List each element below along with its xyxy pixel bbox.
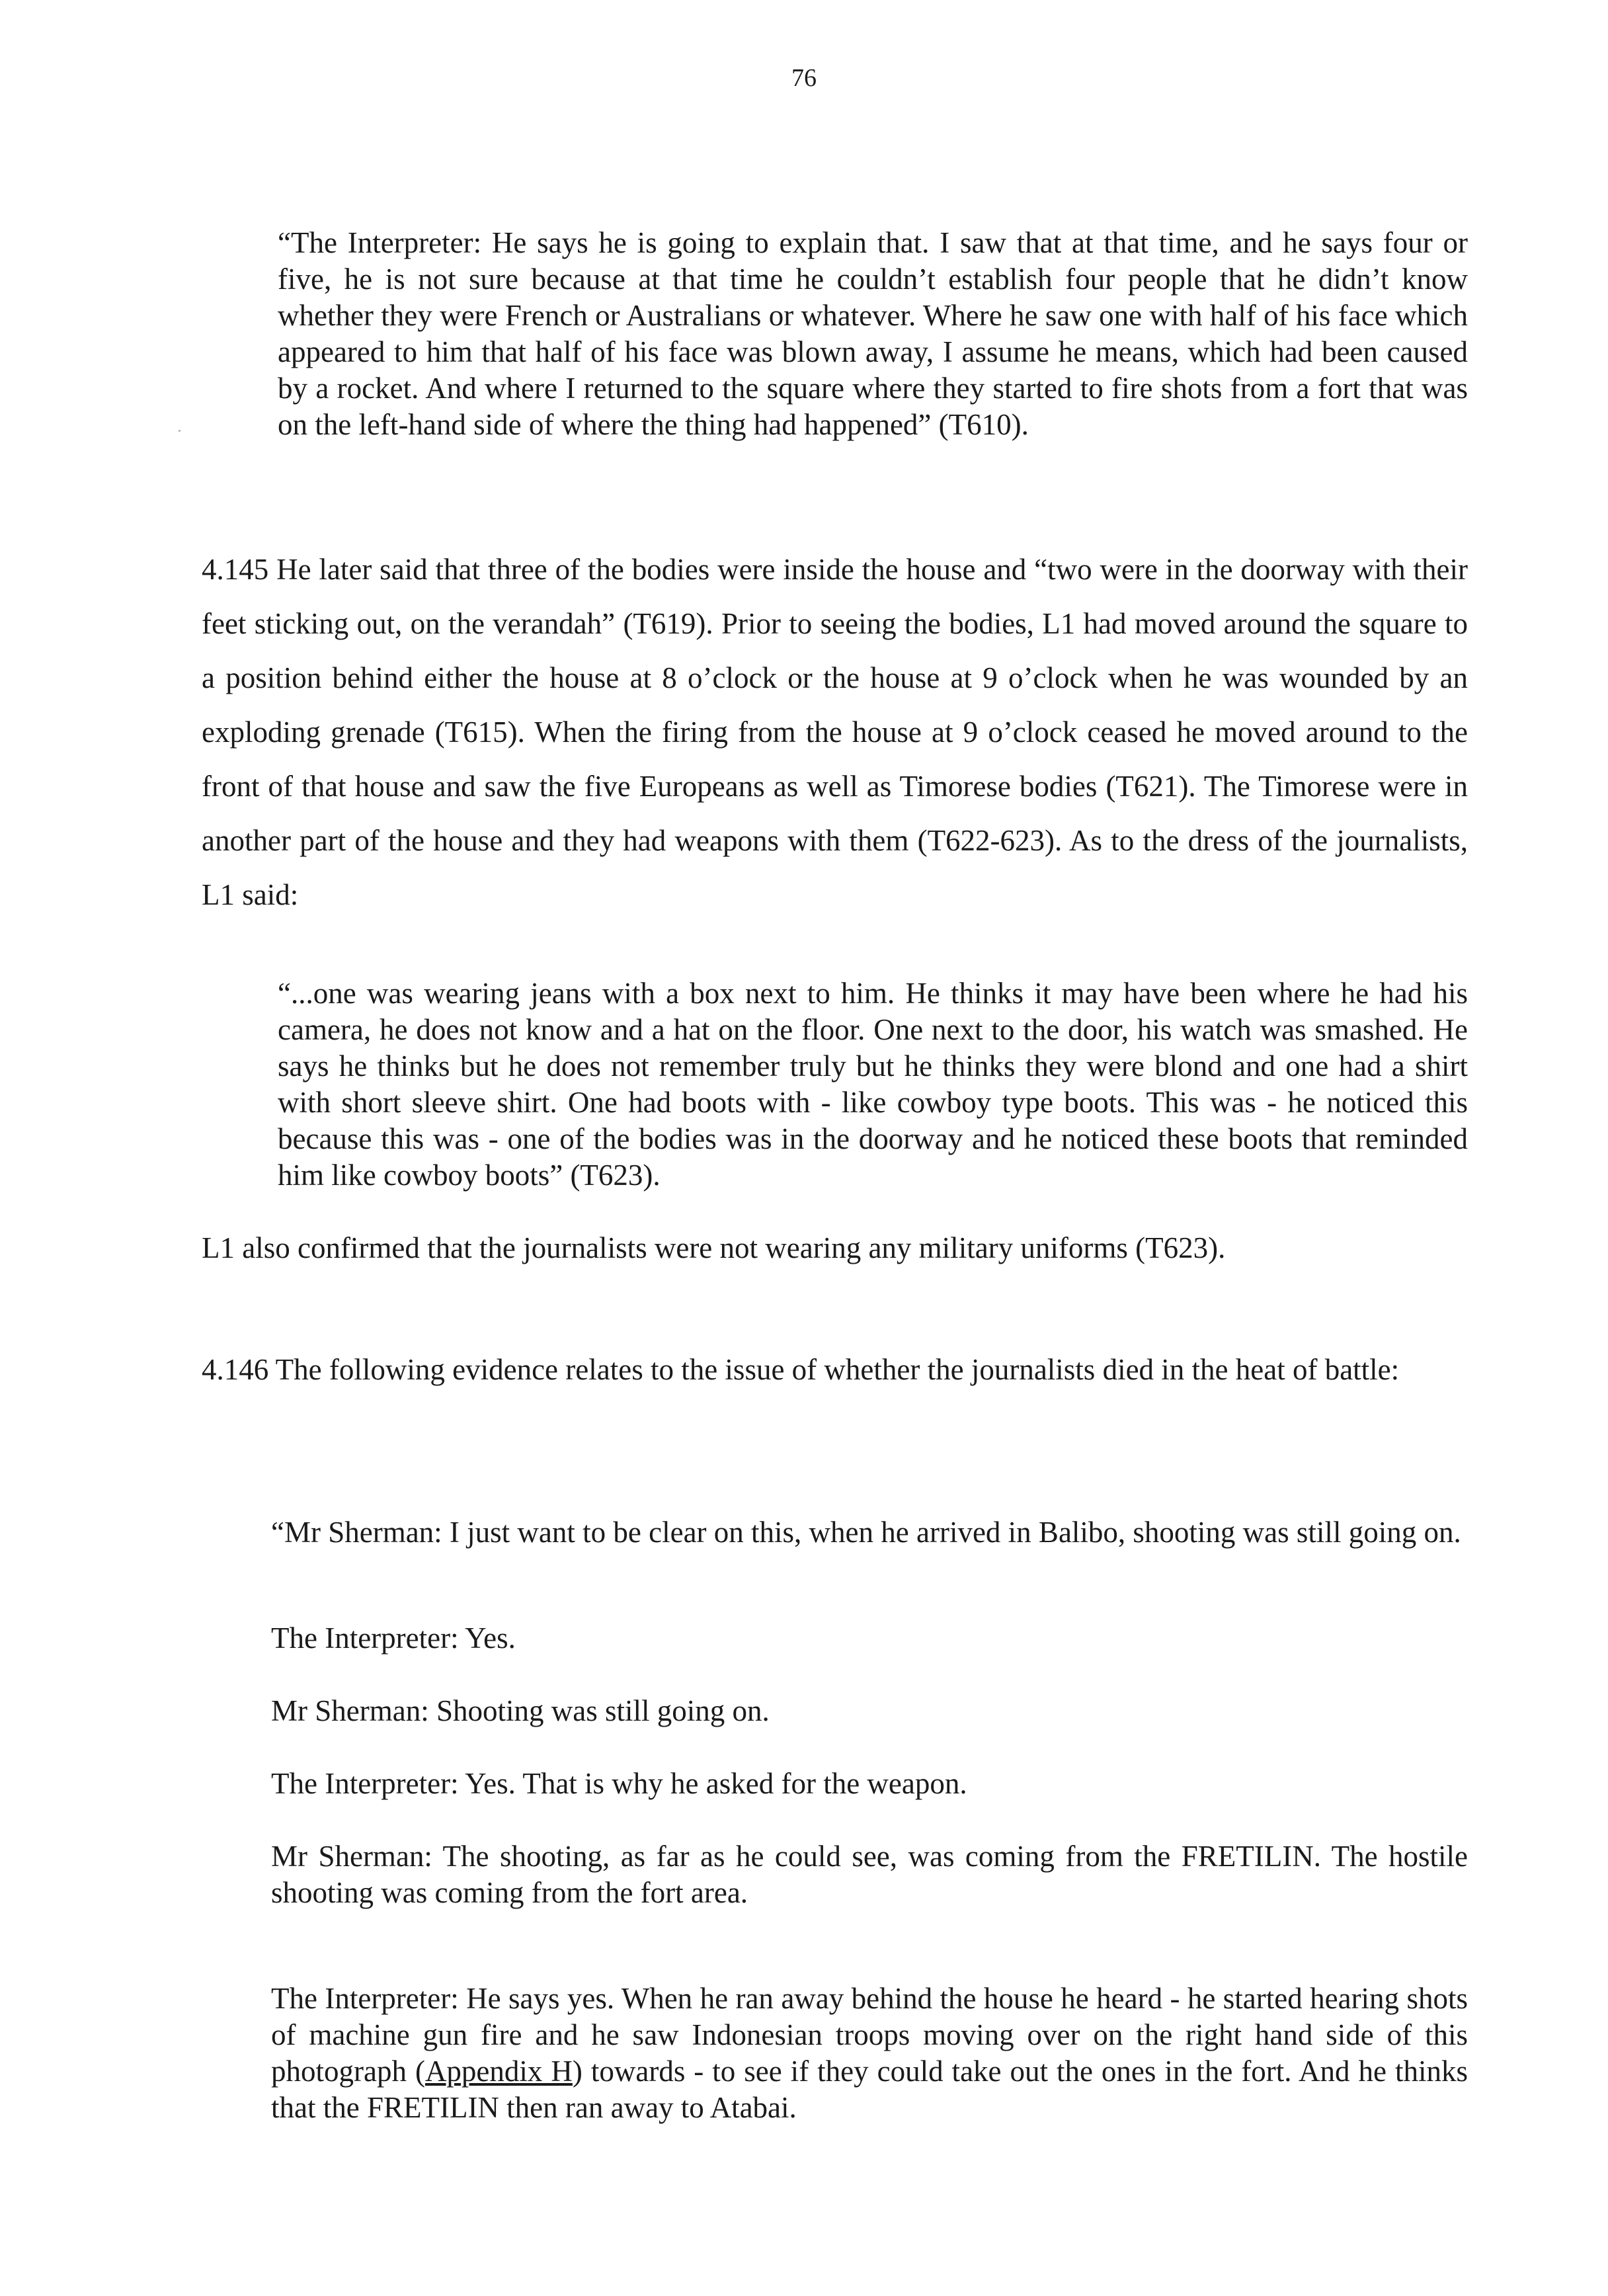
dialogue-line-6-end: ) towards - to see if they could take out the ones in the fort. And he thinks that the FRETILIN then ran away to Atabai. [271, 2055, 1468, 2124]
dialogue-line-3: Mr Sherman: Shooting was still going on. [271, 1694, 770, 1727]
scan-speck [179, 430, 181, 432]
dialogue-line-6 [271, 1981, 1468, 2126]
quote-interpreter-explanation: “The Interpreter: He says he is going to explain that. I saw that at that time, and he says four or five, he is not sure because at that time he couldn’t establish four people that he didn’t know whether they were French or Australians or whatever. Where he saw one with half of his face which appeared to him that half of his face was blown away, I assume he means, which had been caused by a rocket. And where I returned to the square where they started to fire shots from a fort that was on the left-hand side of where the thing had happened” (T610). [278, 226, 1468, 441]
quote-journalists-dress: “...one was wearing jeans with a box next to him. He thinks it may have been where he had his camera, he does not know and a hat on the floor. One next to the door, his watch was smashed. He says he thinks but he does not remember truly but he thinks they were blond and one had a shirt with short sleeve shirt. One had boots with - like cowboy type boots. This was - he noticed this because this was - one of the bodies was in the doorway and he noticed these boots that reminded him like cowboy boots” (T623). [278, 977, 1468, 1192]
dialogue-line-1: “Mr Sherman: I just want to be clear on this, when he arrived in Balibo, shooting was still going on. [271, 1516, 1461, 1549]
appendix-h-reference: Appendix H [424, 2055, 573, 2088]
page-number: 76 [791, 64, 817, 92]
paragraph-4-145: 4.145 He later said that three of the bodies were inside the house and “two were in the doorway with their feet sticking out, on the verandah” (T619). Prior to seeing the bodies, L1 had moved around the square to a position behind either the house at 8 o’clock or the house at 9 o’clock when he was wounded by an exploding grenade (T615). When the firing from the house at 9 o’clock ceased he moved around to the front of that house and saw the five Europeans as well as Timorese bodies (T621). The Timorese were in another part of the house and they had weapons with them (T622-623). As to the dress of the journalists, L1 said: [202, 553, 1468, 911]
paragraph-4-146: 4.146 The following evidence relates to the issue of whether the journalists died in the heat of battle: [202, 1353, 1400, 1386]
dialogue-line-6-start: The Interpreter: He says yes. When he ran away behind the house he heard - he started hearing shots of machine gun fire and he saw Indonesian troops moving over on the right hand side of this photograph ( [271, 1982, 1468, 2088]
dialogue-line-2: The Interpreter: Yes. [271, 1621, 516, 1655]
paragraph-uniforms: L1 also confirmed that the journalists were not wearing any military uniforms (T623). [202, 1231, 1226, 1264]
dialogue-line-4: The Interpreter: Yes. That is why he asked for the weapon. [271, 1767, 967, 1800]
dialogue-line-5: Mr Sherman: The shooting, as far as he could see, was coming from the FRETILIN. The hostile shooting was coming from the fort area. [271, 1840, 1468, 1909]
